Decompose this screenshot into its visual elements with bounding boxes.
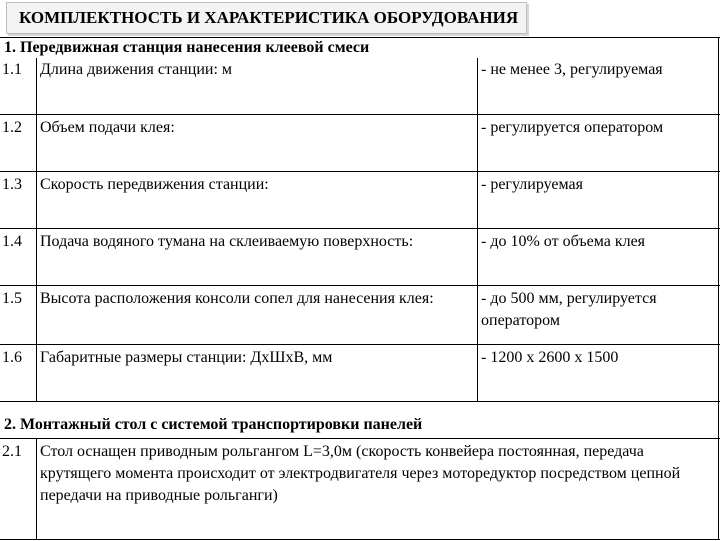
equipment-table [0, 37, 720, 541]
row-label: Подача водяного тумана на склеиваемую поверхность: [40, 233, 414, 250]
table-row [0, 38, 720, 115]
table-row [0, 345, 720, 402]
row-number: 1.2 [2, 119, 22, 136]
section-heading: 2. Монтажный стол с системой транспортировки панелей [4, 416, 423, 433]
row-label: Габаритные размеры станции: ДхШхВ, мм [40, 349, 333, 366]
section-heading: 1. Передвижная станция нанесения клеевой смеси [4, 39, 370, 56]
table-row [0, 115, 720, 172]
row-number: 1.4 [2, 233, 22, 250]
row-value: - 1200 х 2600 х 1500 [481, 349, 619, 366]
row-value: - не менее 3, регулируемая [481, 61, 663, 78]
row-label: Высота расположения консоли сопел для нанесения клея: [40, 290, 434, 307]
table-row [0, 172, 720, 229]
table-row [0, 402, 720, 439]
row-value: - до 10% от объема клея [481, 233, 646, 250]
row-number: 2.1 [2, 443, 22, 460]
row-number: 1.6 [2, 349, 22, 366]
row-value: - регулируемая [481, 176, 583, 193]
row-number: 1.5 [2, 290, 22, 307]
row-label: Объем подачи клея: [40, 119, 175, 136]
row-value: - до 500 мм, регулируется оператором [481, 290, 657, 329]
table-row [0, 229, 720, 286]
row-value: - регулируется оператором [481, 119, 664, 136]
table-row [0, 439, 720, 540]
row-label: Длина движения станции: м [40, 61, 233, 78]
row-label: Скорость передвижения станции: [40, 176, 269, 193]
document-title: КОМПЛЕКТНОСТЬ И ХАРАКТЕРИСТИКА ОБОРУДОВАНИЯ [6, 2, 527, 34]
table-row [0, 286, 720, 345]
row-number: 1.3 [2, 176, 22, 193]
row-number: 1.1 [2, 61, 22, 78]
row-text: Стол оснащен приводным рольгангом L=3,0м (скорость конвейера постоянная, передача крутящего момента происходит от электродвигателя через моторедуктор посредством цепной передачи на приводные рольганги) [40, 443, 681, 504]
